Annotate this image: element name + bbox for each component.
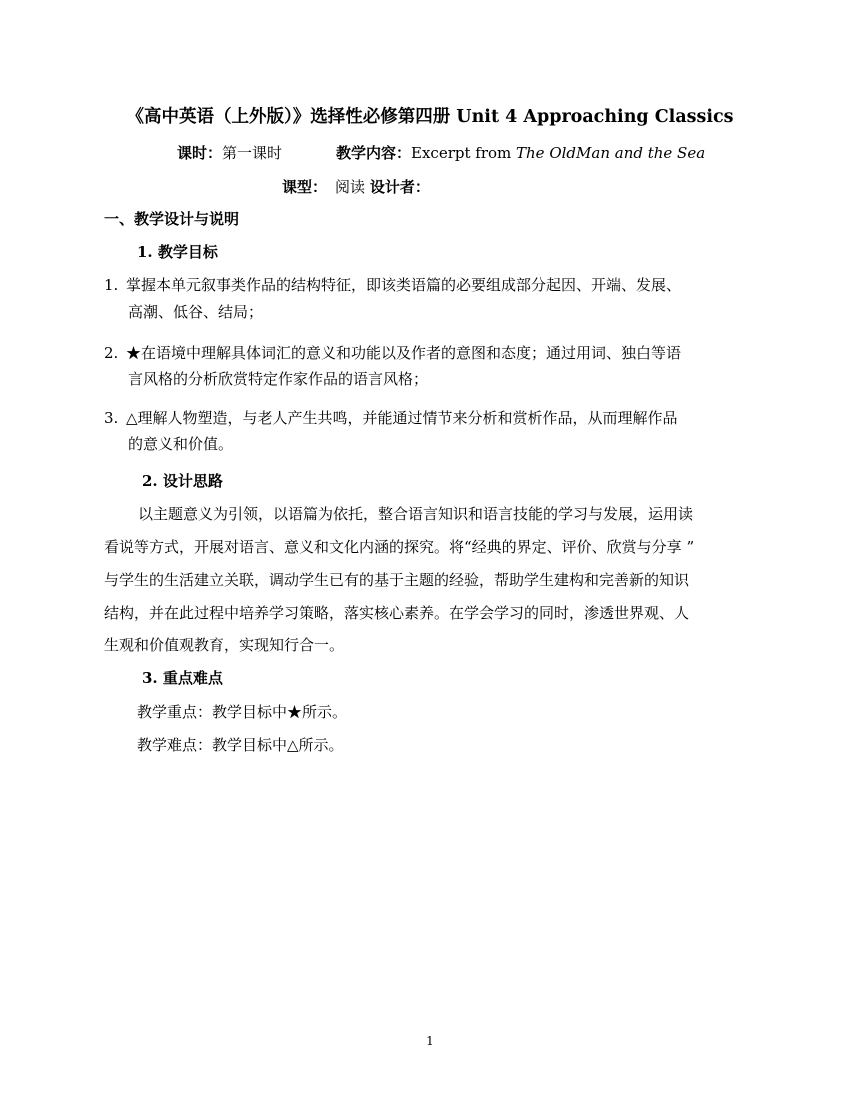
goal-line: △理解人物塑造，与老人产生共鸣，并能通过情节来分析和赏析作品，从而理解作品 (126, 409, 678, 427)
lesson-label: 课时： (177, 144, 223, 162)
section-heading: 一、教学设计与说明 (104, 210, 240, 228)
content-info (336, 142, 705, 163)
paragraph-line: 与学生的生活建立关联，调动学生已有的基于主题的经验，帮助学生建构和完善新的知识 (104, 571, 690, 589)
key-point-line: 教学重点：教学目标中★所示。 (137, 703, 348, 721)
goal-line: 的意义和价值。 (128, 435, 234, 453)
paragraph-line: 生观和价值观教育，实现知行合一。 (104, 636, 345, 654)
lesson-info (177, 142, 282, 163)
goal-number: 1. (104, 276, 119, 294)
page-number: 1 (426, 1034, 434, 1048)
goal-item (104, 407, 678, 428)
goal-line: ★在语境中理解具体词汇的意义和功能以及作者的意图和态度；通过用词、独白等语 (126, 344, 682, 362)
paragraph-line: 以主题意义为引领，以语篇为依托，整合语言知识和语言技能的学习与发展，运用读 (138, 505, 694, 523)
paragraph-line: 结构，并在此过程中培养学习策略，落实核心素养。在学会学习的同时，渗透世界观、人 (104, 604, 690, 622)
difficulty-line: 教学难点：教学目标中△所示。 (137, 736, 344, 754)
goal-number: 3. (104, 409, 119, 427)
designer-label: 设计者： (369, 178, 430, 196)
content-label: 教学内容： (336, 144, 412, 162)
content-prefix: Excerpt from (411, 144, 517, 162)
content-work-title: The OldMan and the Sea (516, 144, 706, 162)
goal-item (104, 274, 681, 295)
goal-line: 高潮、低谷、结局； (128, 303, 264, 321)
goal-line: 言风格的分析欣赏特定作家作品的语言风格； (128, 370, 429, 388)
subsection-design-heading: 2. 设计思路 (142, 472, 223, 490)
document-title: 《高中英语（上外版）》选择性必修第四册 Unit 4 Approaching Classics (126, 107, 734, 127)
paragraph-line: 看说等方式，开展对语言、意义和文化内涵的探究。将“经典的界定、评价、欣赏与分享 ” (104, 538, 695, 556)
type-info (282, 176, 430, 197)
subsection-key-heading: 3. 重点难点 (142, 669, 223, 687)
goal-line: 掌握本单元叙事类作品的结构特征，即该类语篇的必要组成部分起因、开端、发展、 (126, 276, 682, 294)
goal-number: 2. (104, 344, 119, 362)
goal-item (104, 342, 681, 363)
subsection-goals-heading: 1. 教学目标 (137, 243, 218, 261)
lesson-value: 第一课时 (222, 144, 283, 162)
type-label: 课型： (282, 178, 328, 196)
type-value: 阅读 (335, 178, 366, 196)
